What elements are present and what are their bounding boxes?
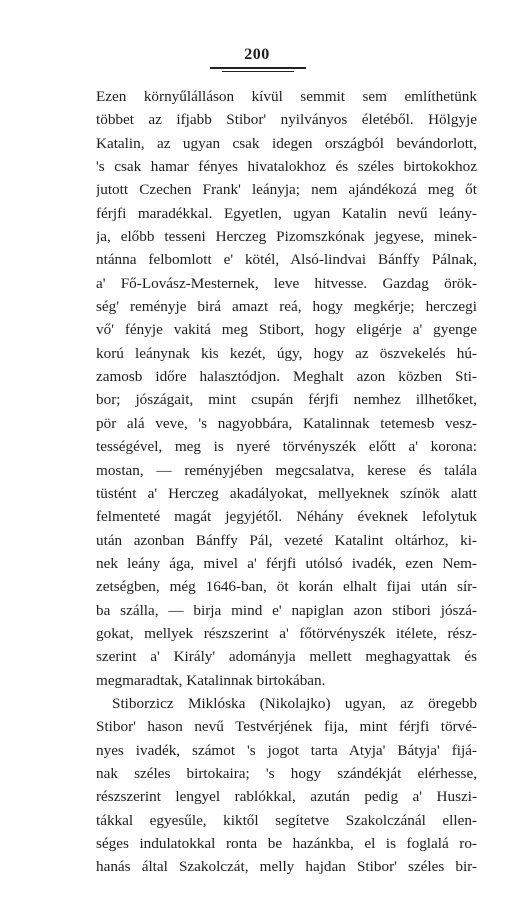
text-line: mostan, — reményjében megcsalatva, kerese és talála [96,461,477,479]
text-line: gokat, mellyek részszerint a' főtörvényszék itélete, rész- [96,624,477,642]
text-line: korú leánynak kis kezét, úgy, hogy az öszvekelés hú- [96,344,477,362]
text-line: tességével, meg is nyeré törvényszék előtt a' korona: [96,438,477,456]
text-line: nyes ivadék, számot 's jogot tarta Atyja' Bátyja' fijá- [96,741,477,759]
header-rule-thin [222,71,294,72]
text-line: Ezen környűlálláson kívül semmit sem említhetünk [96,88,477,105]
text-line: ntánna felbomlott e' kötél, Alsó-lindvai Bánffy Pálnak, [96,251,477,269]
text-line: Katalin, az ugyan csak idegen országból bevándorlott, [96,134,477,152]
text-line: férjfi maradékkal. Egyetlen, ugyan Katalin nevű leány- [96,204,477,222]
text-line: nak széles birtokaira; 's hogy szándékját elérhesse, [96,764,477,782]
text-line: Stiborzicz Miklóska (Nikolajko) ugyan, az öregebb [112,694,477,712]
text-line: szerint a' Király' adományja mellett meghagyattak és [96,648,477,666]
text-line: zetségben, még 1646-ban, öt korán elhalt fijai után sír- [96,578,477,596]
text-line: tüstént a' Herczeg akadályokat, mellyeknek színök alatt [96,484,477,502]
body-text [96,85,477,879]
page-number: 200 [244,46,270,63]
text-line: pör alá veve, 's nagyobbára, Katalinnak tetemesb vesz- [96,414,477,432]
text-line: ja, előbb tesseni Herczeg Pizomszkónak jegyese, minek- [96,228,477,246]
text-line: bor; jószágait, mint csupán férjfi nemhez illhetőket, [96,391,477,409]
text-line: ba szálla, — birja mind e' napiglan azon stibori jószá- [96,601,477,619]
text-line: séges indulatokkal ronta be hazánkba, el is foglalá ro- [96,835,477,852]
text-line: zamosb időre halasztódjon. Meghalt azon közben Sti- [96,368,477,386]
text-line: vő' fényje vakitá meg Stibort, hogy eligérje a' gyenge [96,321,477,339]
text-line: megmaradtak, Katalinnak birtokában. [96,671,326,689]
header-rule [210,67,306,69]
text-line: hanás által Szakolczát, melly hajdan Stibor' széles bir- [96,858,477,876]
text-line: a' Fő-Lovász-Mesternek, leve hitvesse. Gazdag örök- [96,274,477,292]
text-line: Stibor' hason nevű Testvérjének fija, mint férjfi törvé- [96,718,477,736]
text-line: felmenteté magát jegyjétől. Néhány éveknek lefolytuk [96,508,477,526]
text-line: részszerint lengyel rablókkal, azután pedig a' Huszi- [96,788,477,806]
text-line: 's csak hamar fényes hivatalokhoz és széles birtokokhoz [96,158,477,176]
text-line: tákkal egyesűle, kiktől segítetve Szakolczánál ellen- [96,811,477,829]
text-line: nek leány ága, mivel a' férjfi utólsó ivadék, ezen Nem- [96,554,477,572]
text-line: jutott Czechen Frank' leányja; nem ajándékozá meg őt [96,181,477,199]
text-line: után azonban Bánffy Pál, vezeté Katalint oltárhoz, ki- [96,531,477,549]
text-line: ség' reményje birá amazt reá, hogy megkérje; herczegi [96,298,477,316]
text-line: többet az ifjabb Stibor' nyilványos életéből. Hölgyje [96,111,477,129]
